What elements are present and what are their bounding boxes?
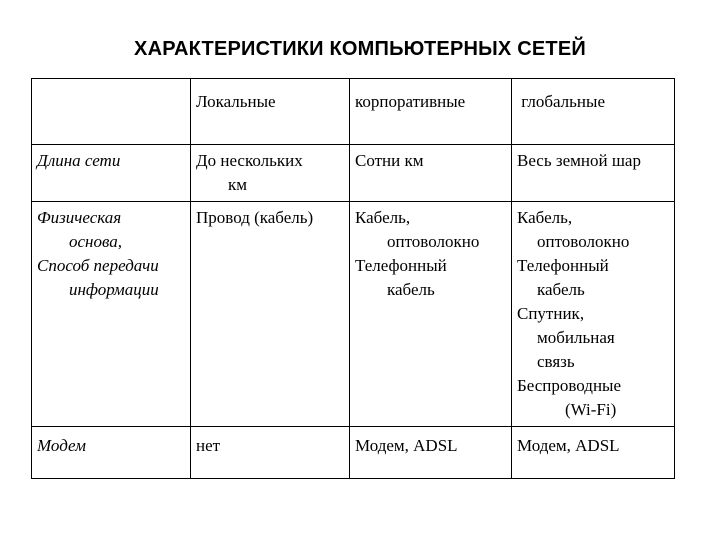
global-cell: [512, 427, 675, 479]
header-corporate-label: корпоративные: [355, 92, 466, 111]
global-cell: [512, 202, 675, 427]
cell-text: Модем, ADSL: [517, 436, 620, 455]
cell-text: связь: [537, 352, 575, 371]
cell-text: Кабель,: [355, 208, 411, 227]
header-cell-local: [191, 79, 350, 145]
row-label-length: Длина сети: [37, 151, 121, 170]
cell-text: нет: [196, 436, 221, 455]
table-row: [32, 145, 675, 202]
cell-text: Спутник,: [517, 304, 585, 323]
cell-text: Телефонный: [355, 256, 447, 275]
local-cell: [191, 427, 350, 479]
cell-text: кабель: [387, 280, 435, 299]
table-row: [32, 427, 675, 479]
row-label-modem: Модем: [37, 436, 86, 455]
header-cell-empty: [32, 79, 191, 145]
corporate-cell: [350, 145, 512, 202]
row-label-cell: [32, 202, 191, 427]
cell-text: оптоволокно: [537, 232, 630, 251]
cell-text: (Wi-Fi): [565, 400, 617, 419]
cell-text: мобильная: [537, 328, 615, 347]
table-row: [32, 202, 675, 427]
corporate-cell: [350, 427, 512, 479]
cell-text: Весь земной шар: [517, 151, 641, 170]
local-cell: [191, 202, 350, 427]
cell-text: Кабель,: [517, 208, 573, 227]
cell-text: оптоволокно: [387, 232, 480, 251]
row-label-transfer: Способ передачи: [37, 256, 159, 275]
cell-text: Сотни км: [355, 151, 424, 170]
row-label-physical: основа,: [69, 232, 122, 251]
row-label-physical: Физическая: [37, 208, 122, 227]
cell-text: Модем, ADSL: [355, 436, 458, 455]
page-title: ХАРАКТЕРИСТИКИ КОМПЬЮТЕРНЫХ СЕТЕЙ: [134, 38, 586, 60]
header-cell-corporate: [350, 79, 512, 145]
cell-text: Провод (кабель): [196, 208, 314, 227]
local-cell: [191, 145, 350, 202]
global-cell: [512, 145, 675, 202]
row-label-transfer: информации: [69, 280, 159, 299]
table-header-row: [32, 79, 675, 145]
cell-text: До нескольких: [196, 151, 303, 170]
row-label-cell: [32, 427, 191, 479]
cell-text: кабель: [537, 280, 585, 299]
header-local-label: Локальные: [196, 92, 276, 111]
corporate-cell: [350, 202, 512, 427]
cell-text: Беспроводные: [517, 376, 622, 395]
header-cell-global: [512, 79, 675, 145]
header-global-label: глобальные: [517, 92, 605, 111]
row-label-cell: [32, 145, 191, 202]
cell-text: км: [228, 175, 248, 194]
comparison-table: [31, 78, 675, 479]
cell-text: Телефонный: [517, 256, 609, 275]
